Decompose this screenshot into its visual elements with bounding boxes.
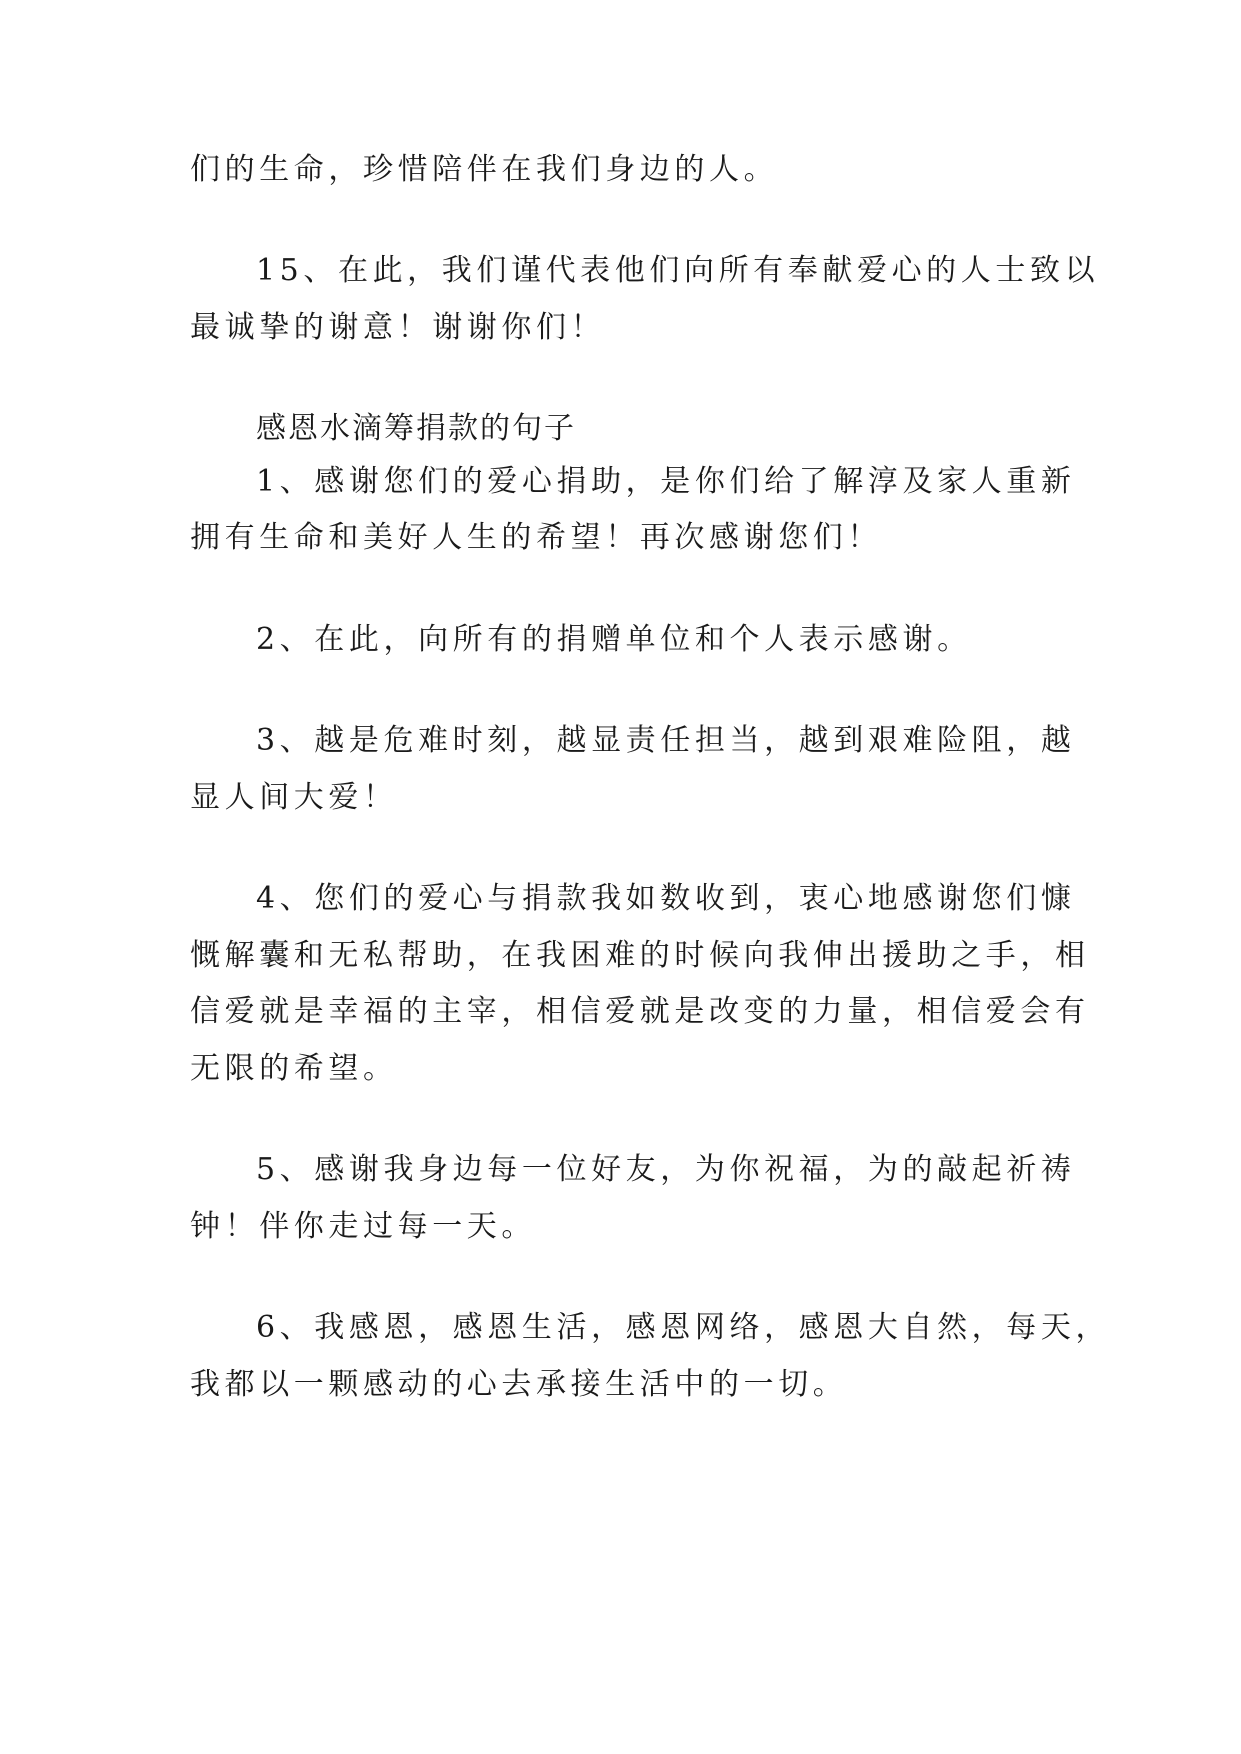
text-line: 我都以一颗感动的心去承接生活中的一切。: [190, 1367, 848, 1402]
text-line: 4、您们的爱心与捐款我如数收到，衷心地感谢您们慷: [256, 881, 1076, 916]
text-line: 最诚挚的谢意！谢谢你们！: [190, 310, 606, 345]
text-line: 6、我感恩，感恩生活，感恩网络，感恩大自然，每天，: [256, 1310, 1111, 1345]
text-line: 1、感谢您们的爱心捐助，是你们给了解淳及家人重新: [256, 464, 1076, 499]
text-line: 无限的希望。: [190, 1051, 398, 1086]
text-line: 慨解囊和无私帮助，在我困难的时候向我伸出援助之手，相: [190, 938, 1090, 973]
text-line: 15、在此，我们谨代表他们向所有奉献爱心的人士致以: [256, 253, 1100, 288]
text-line: 5、感谢我身边每一位好友，为你祝福，为的敲起祈祷: [256, 1152, 1076, 1187]
text-line: 2、在此，向所有的捐赠单位和个人表示感谢。: [256, 622, 972, 657]
text-line: 信爱就是幸福的主宰，相信爱就是改变的力量，相信爱会有: [190, 994, 1090, 1029]
text-line: 显人间大爱！: [190, 780, 398, 815]
text-line: 钟！伴你走过每一天。: [190, 1209, 536, 1244]
text-line: 们的生命，珍惜陪伴在我们身边的人。: [190, 152, 779, 187]
section-heading: 感恩水滴筹捐款的句子: [256, 411, 576, 446]
text-line: 3、越是危难时刻，越显责任担当，越到艰难险阻，越: [256, 723, 1076, 758]
text-line: 拥有生命和美好人生的希望！再次感谢您们！: [190, 520, 882, 555]
